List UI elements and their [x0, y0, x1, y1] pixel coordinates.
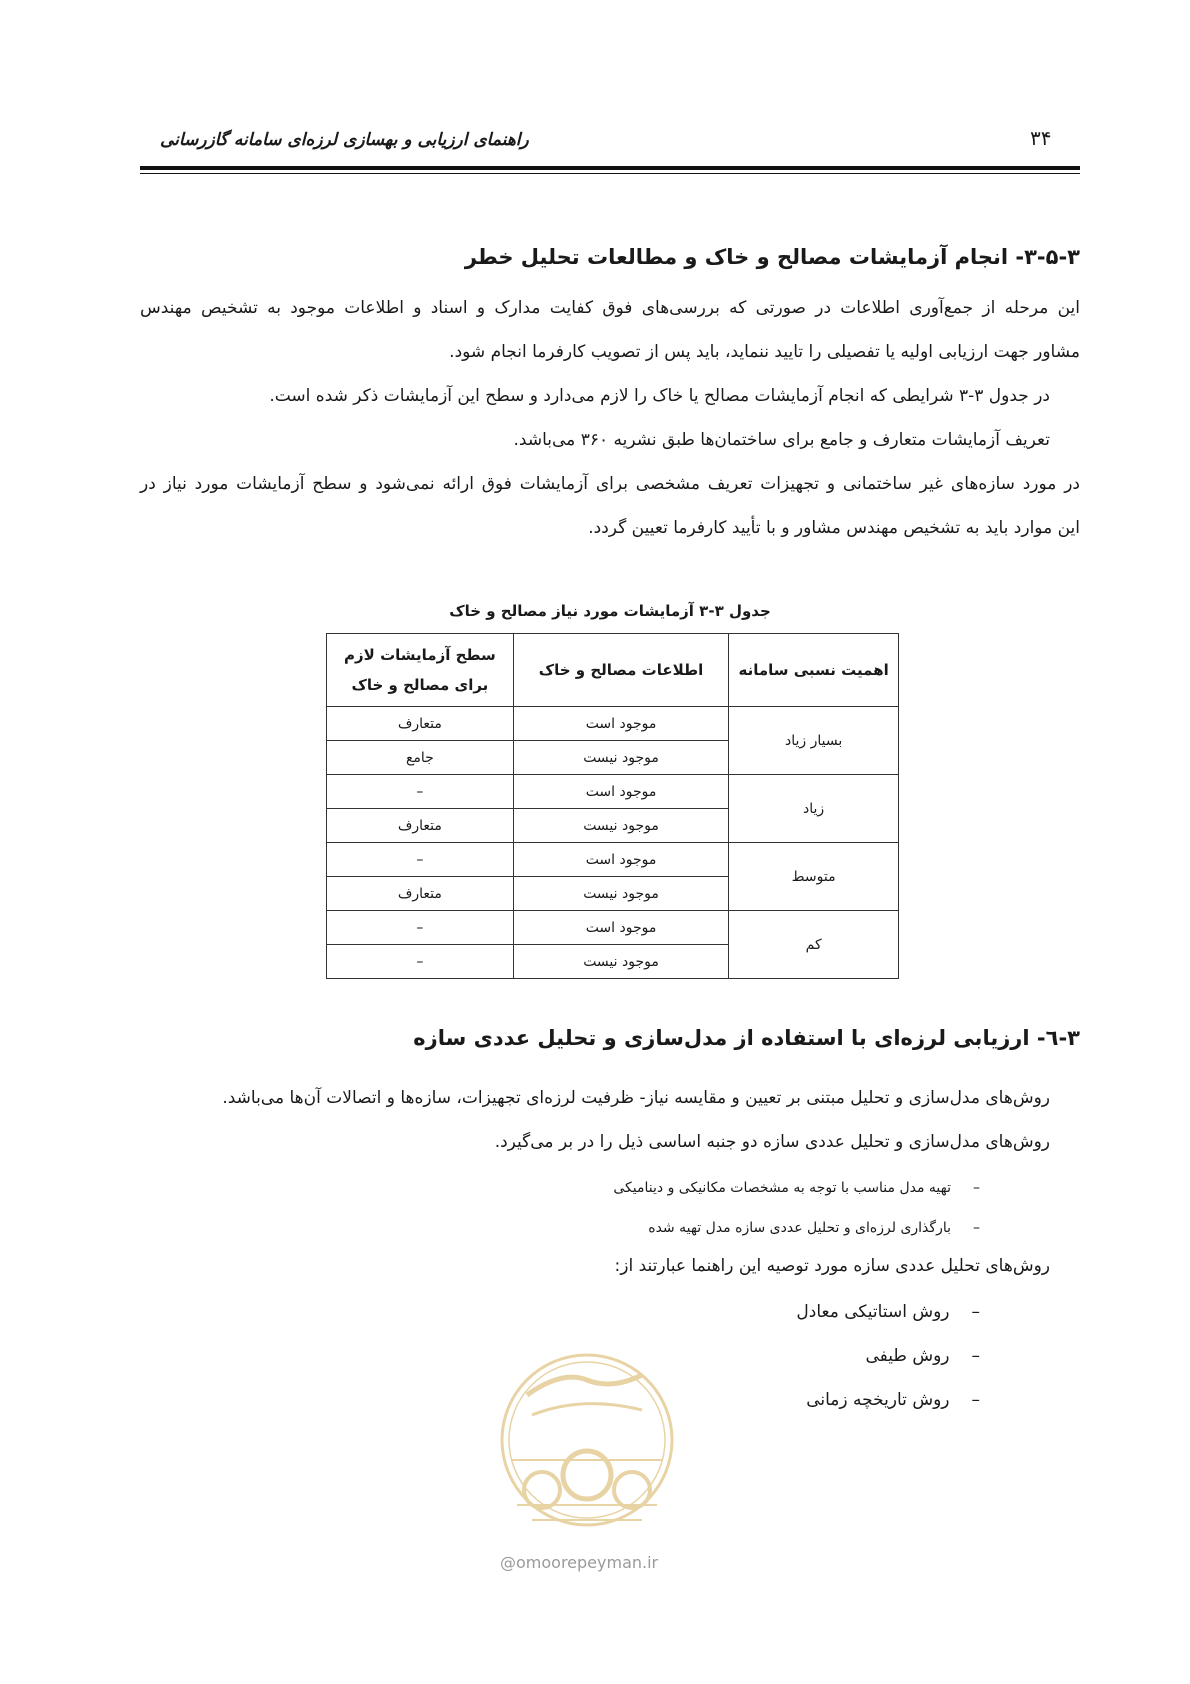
level-cell: متعارف — [327, 707, 514, 741]
bullet-dash: – — [971, 1346, 980, 1366]
paragraph-line-6: این موارد باید به تشخیص مهندس مشاور و با تأیید کارفرما تعیین گردد. — [588, 518, 1080, 538]
level-cell: – — [327, 775, 514, 809]
info-cell: موجود نیست — [513, 809, 728, 843]
info-cell: موجود نیست — [513, 741, 728, 775]
bullet-item — [796, 1302, 980, 1322]
bullet-text: روش تاریخچه زمانی — [806, 1390, 950, 1410]
level-cell: – — [327, 945, 514, 979]
header-level-line-1: سطح آزمایشات لازم — [344, 646, 496, 664]
table-caption: جدول ۳-۳ آزمایشات مورد نیاز مصالح و خاک — [449, 602, 771, 620]
header-level — [327, 634, 514, 707]
section-2-paragraph-1: روش‌های مدل‌سازی و تحلیل مبتنی بر تعیین و مقایسه نیاز- ظرفیت لرزه‌ای تجهیزات، سازه‌ها و اتصالات آن‌ها می‌باشد. — [222, 1088, 1050, 1108]
importance-cell: کم — [729, 911, 899, 979]
header-rule-thin — [140, 173, 1080, 174]
level-cell: جامع — [327, 741, 514, 775]
paragraph-line-1: این مرحله از جمع‌آوری اطلاعات در صورتی که بررسی‌های فوق کفایت مدارک و اسناد و اطلاعات موجود به تشخیص مهندس — [140, 298, 1080, 318]
bullet-item — [648, 1220, 980, 1236]
page-number: ۳۴ — [1030, 126, 1052, 150]
running-header-title: راهنمای ارزیابی و بهسازی لرزه‌ای سامانه گازرسانی — [160, 130, 529, 150]
info-cell: موجود است — [513, 775, 728, 809]
bullet-item — [806, 1390, 980, 1410]
info-cell: موجود است — [513, 911, 728, 945]
section-heading-3-3-5: ۳-۵-۳- انجام آزمایشات مصالح و خاک و مطالعات تحلیل خطر — [464, 245, 1080, 269]
bullet-item — [613, 1180, 980, 1196]
level-cell: متعارف — [327, 877, 514, 911]
info-cell: موجود است — [513, 843, 728, 877]
materials-tests-table — [326, 633, 899, 979]
bullet-text: بارگذاری لرزه‌ای و تحلیل عددی سازه مدل تهیه شده — [648, 1220, 951, 1236]
table-row — [327, 707, 899, 741]
level-cell: – — [327, 843, 514, 877]
paragraph-line-4: تعریف آزمایشات متعارف و جامع برای ساختمان‌ها طبق نشریه ۳۶۰ می‌باشد. — [513, 430, 1050, 450]
importance-cell: متوسط — [729, 843, 899, 911]
section-2-paragraph-2: روش‌های مدل‌سازی و تحلیل عددی سازه دو جنبه اساسی ذیل را در بر می‌گیرد. — [494, 1132, 1050, 1152]
info-cell: موجود نیست — [513, 945, 728, 979]
bullet-dash: – — [971, 1302, 980, 1322]
bullet-dash: – — [973, 1220, 980, 1236]
table-row — [327, 775, 899, 809]
bullet-text: تهیه مدل مناسب با توجه به مشخصات مکانیکی و دینامیکی — [613, 1180, 951, 1196]
watermark-url: @omoorepeyman.ir — [500, 1553, 659, 1572]
table-row — [327, 911, 899, 945]
header-rule-thick — [140, 166, 1080, 170]
paragraph-line-3: در جدول ۳-۳ شرایطی که انجام آزمایشات مصالح یا خاک را لازم می‌دارد و سطح این آزمایشات ذکر شده است. — [269, 386, 1050, 406]
importance-cell: بسیار زیاد — [729, 707, 899, 775]
bullet-dash: – — [971, 1390, 980, 1410]
paragraph-line-2: مشاور جهت ارزیابی اولیه یا تفصیلی را تایید ننماید، باید پس از تصویب کارفرما انجام شود. — [449, 342, 1080, 362]
header-level-line-2: برای مصالح و خاک — [351, 676, 489, 694]
importance-cell: زیاد — [729, 775, 899, 843]
info-cell: موجود نیست — [513, 877, 728, 911]
section-heading-3-6: ۳-٦- ارزیابی لرزه‌ای با استفاده از مدل‌سازی و تحلیل عددی سازه — [413, 1026, 1080, 1050]
header-importance: اهمیت نسبی سامانه — [729, 634, 899, 707]
section-2-paragraph-3: روش‌های تحلیل عددی سازه مورد توصیه این راهنما عبارتند از: — [614, 1256, 1050, 1276]
level-cell: متعارف — [327, 809, 514, 843]
paragraph-line-5: در مورد سازه‌های غیر ساختمانی و تجهیزات تعریف مشخصی برای آزمایشات فوق ارائه نمی‌شود و سطح آزمایشات مورد نیاز در — [140, 474, 1080, 494]
bullet-text: روش استاتیکی معادل — [796, 1302, 950, 1322]
header-info: اطلاعات مصالح و خاک — [513, 634, 728, 707]
watermark-logo-icon — [492, 1340, 682, 1550]
bullet-item — [865, 1346, 980, 1366]
bullet-text: روش طیفی — [865, 1346, 950, 1366]
level-cell: – — [327, 911, 514, 945]
bullet-dash: – — [973, 1180, 980, 1196]
info-cell: موجود است — [513, 707, 728, 741]
table-row — [327, 843, 899, 877]
